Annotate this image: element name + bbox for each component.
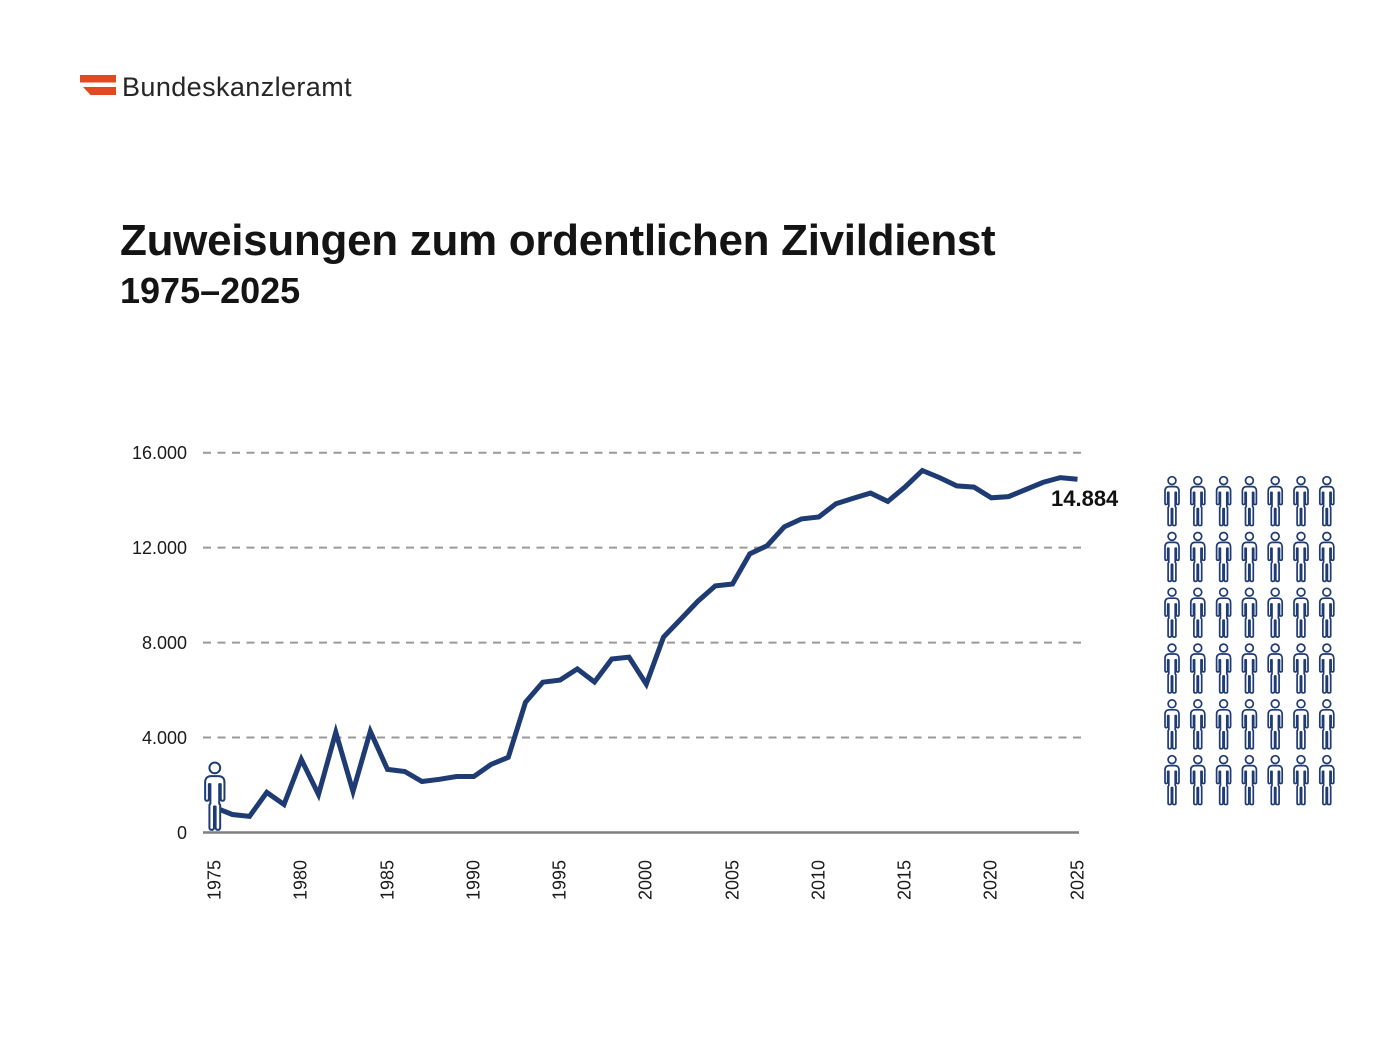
person-icon	[1268, 756, 1282, 805]
person-icon	[1320, 533, 1334, 582]
y-axis-label: 0	[176, 823, 187, 843]
person-icon	[1191, 533, 1205, 582]
person-icon	[1242, 644, 1256, 693]
person-icon	[1191, 700, 1205, 749]
person-icon	[1320, 588, 1334, 637]
person-icon	[1294, 700, 1308, 749]
person-icon	[1191, 644, 1205, 693]
person-icon	[1191, 756, 1205, 805]
x-axis-label: 2010	[808, 859, 829, 901]
y-axis-label: 16.000	[131, 443, 187, 463]
person-icon	[1268, 588, 1282, 637]
chart-subtitle: 1975–2025	[120, 270, 301, 311]
person-icon	[1320, 756, 1334, 805]
x-axis-label: 1990	[463, 859, 484, 901]
y-axis-label: 8.000	[141, 633, 187, 653]
person-icon	[1217, 756, 1231, 805]
x-axis-label: 2015	[894, 859, 915, 901]
person-icon	[1191, 588, 1205, 637]
person-icon	[1165, 477, 1179, 526]
final-value-label: 14.884	[1051, 486, 1119, 511]
brand-name: Bundeskanzleramt	[122, 72, 353, 102]
person-icon	[205, 762, 224, 829]
person-icon	[1242, 588, 1256, 637]
person-icon	[1165, 588, 1179, 637]
x-axis-label: 2000	[635, 859, 656, 901]
person-icon	[1165, 700, 1179, 749]
person-icon	[1294, 756, 1308, 805]
person-icon	[1320, 477, 1334, 526]
person-icon	[1294, 533, 1308, 582]
person-icon	[1294, 477, 1308, 526]
person-icon	[1242, 533, 1256, 582]
x-axis-label: 2005	[722, 859, 743, 901]
start-person-icon	[205, 762, 224, 829]
person-icon	[1242, 756, 1256, 805]
person-icon	[1217, 477, 1231, 526]
y-axis-label: 12.000	[131, 538, 187, 558]
x-axis-label: 2020	[980, 859, 1001, 901]
person-icon	[1242, 700, 1256, 749]
person-icon	[1320, 644, 1334, 693]
person-icon	[1165, 533, 1179, 582]
x-axis-label: 1985	[377, 859, 398, 901]
y-axis-label: 4.000	[141, 728, 187, 748]
person-icon	[1268, 533, 1282, 582]
x-axis-label: 1980	[290, 859, 311, 901]
person-icon	[1320, 700, 1334, 749]
person-icon	[1217, 644, 1231, 693]
person-icon	[1242, 477, 1256, 526]
person-icon	[1268, 477, 1282, 526]
person-icon	[1217, 588, 1231, 637]
person-pictogram-grid	[1165, 477, 1334, 805]
person-icon	[1191, 477, 1205, 526]
x-axis-label: 1975	[204, 859, 225, 901]
person-icon	[1294, 588, 1308, 637]
person-icon	[1294, 644, 1308, 693]
person-icon	[1268, 700, 1282, 749]
person-icon	[1217, 700, 1231, 749]
person-icon	[1165, 756, 1179, 805]
x-axis-label: 1995	[549, 859, 570, 901]
x-axis-label: 2025	[1067, 859, 1088, 901]
person-icon	[1165, 644, 1179, 693]
person-icon	[1268, 644, 1282, 693]
gridlines	[203, 453, 1085, 738]
person-icon	[1217, 533, 1231, 582]
chart-title: Zuweisungen zum ordentlichen Zivildienst	[120, 216, 996, 265]
